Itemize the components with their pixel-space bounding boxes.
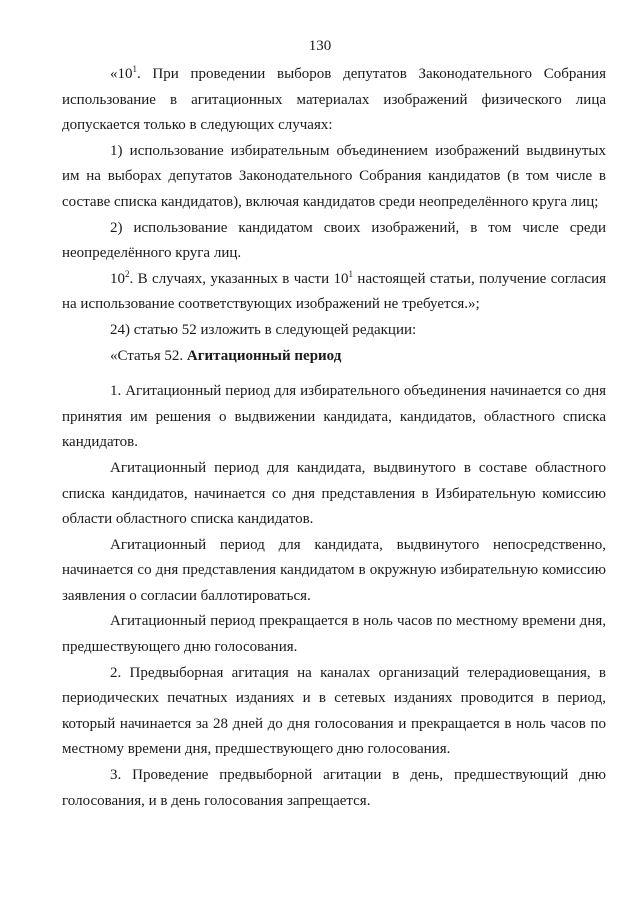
paragraph-item-1: 1) использование избирательным объединением изображений выдвинутых им на выборах депутатов Законодательного Собрания кандидатов (в том числе в составе списка кандидатов), включая кандидатов среди неопределённого круга лиц; xyxy=(62,142,606,210)
document-body xyxy=(62,62,606,814)
article-title: Агитационный период xyxy=(186,347,342,364)
paragraph-article-part-1: 1. Агитационный период для избирательного объединения начинается со дня принятия им решения о выдвижении кандидата, кандидатов, областного списка кандидатов. xyxy=(62,383,606,451)
paragraph-article-part-3: 3. Проведение предвыборной агитации в день, предшествующий дню голосования, и в день голосования запрещается. xyxy=(62,767,606,809)
paragraph-article-part-1-list: Агитационный период для кандидата, выдвинутого в составе областного списка кандидатов, начинается со дня представления в Избирательную комиссию области областного списка кандидатов. xyxy=(62,459,606,528)
part-number: 10 xyxy=(110,270,125,287)
page-number: 130 xyxy=(308,38,332,54)
paragraph-text: . При проведении выборов депутатов Законодательного Собрания использование в агитационных материалах изображений физического лица допускается только в следующих случаях: xyxy=(62,66,606,134)
paragraph-text: настоящей статьи, получение согласия на использование соответствующих изображений не требуется.»; xyxy=(62,270,606,313)
article-heading xyxy=(62,344,606,370)
paragraph-item-2: 2) использование кандидатом своих изображений, в том числе среди неопределённого круга лиц. xyxy=(62,219,606,262)
article-prefix: «Статья 52. xyxy=(110,347,187,364)
paragraph-article-part-2: 2. Предвыборная агитация на каналах организаций телерадиовещания, в периодических печатных изданиях и в сетевых изданиях проводится в период, который начинается за 28 дней до дня голосования и прекращается в ноль часов по местному времени дня, предшествующего дню голосования. xyxy=(62,664,606,758)
paragraph-article-part-1-end: Агитационный период прекращается в ноль часов по местному времени дня, предшествующего дню голосования. xyxy=(62,613,606,656)
superscript: 1 xyxy=(132,64,137,74)
superscript: 2 xyxy=(125,268,130,279)
paragraph-text: . В случаях, указанных в части 10 xyxy=(129,270,349,287)
part-number: «10 xyxy=(110,66,133,82)
paragraph-article-part-1-direct: Агитационный период для кандидата, выдвинутого непосредственно, начинается со дня представления кандидатом в окружную избирательную комиссию заявления о согласии баллотироваться. xyxy=(62,536,606,604)
paragraph-part-10-1 xyxy=(62,62,606,139)
superscript: 1 xyxy=(348,268,354,279)
paragraph-amendment-24: 24) статью 52 изложить в следующей редакции: xyxy=(110,321,417,338)
paragraph-part-10-2 xyxy=(62,267,606,318)
